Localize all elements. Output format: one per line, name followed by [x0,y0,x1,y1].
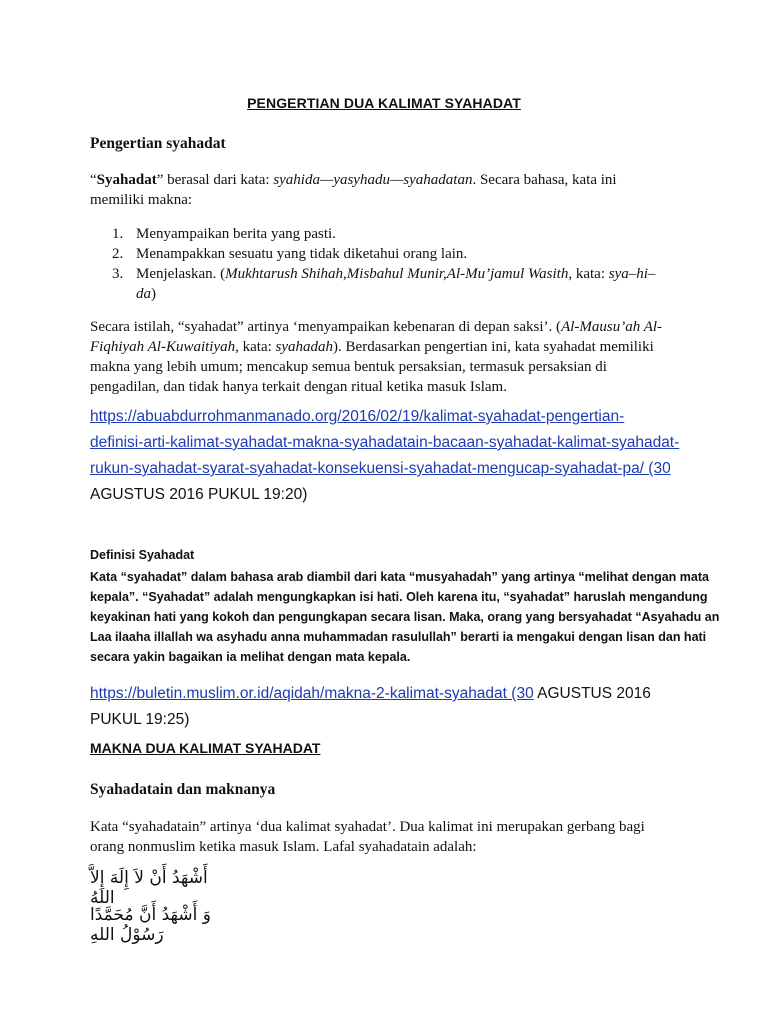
text-line: pengadilan, dan tidak hanya terkait dengan ritual ketika masuk Islam. [90,379,507,395]
italic-fragment: Mukhtarush Shihah,Misbahul Munir,Al-Mu’jamul Wasith [225,266,569,282]
list-item [112,224,672,244]
list-item [112,264,672,304]
arabic-syahadat-1: أَشْهَدُ أَنْ لاَ إِلَهَ إِلاَّ اللهُ [90,868,208,908]
list-text: Menampakkan sesuatu yang tidak diketahui orang lain. [136,246,468,262]
source-link-line[interactable]: rukun-syahadat-syarat-syahadat-konsekuensi-syahadat-mengucap-syahadat-pa/ (30 [90,460,671,477]
italic-fragment: Fiqhiyah Al-Kuwaitiyah [90,339,236,355]
text-line: orang nonmuslim ketika masuk Islam. Lafal syahadatain adalah: [90,839,477,855]
text-line: Kata “syahadat” dalam bahasa arab diambil dari kata “musyahadah” yang artinya “melihat dengan mata [90,570,709,584]
italic-fragment: syahadah [275,339,334,355]
list-number: 3. [112,266,124,282]
term-syahadat: Syahadat [96,172,157,188]
definisi-paragraph [90,567,720,667]
text-line: Laa ilaaha illallah wa asyhadu anna muhammadan rasulullah” berarti ia mengakui dengan lisan dan hati [90,630,707,644]
subheading-syahadatain: Syahadatain dan maknanya [90,781,276,798]
reference-link-2 [90,681,690,733]
source-link-line[interactable]: definisi-arti-kalimat-syahadat-makna-syahadatain-bacaan-syahadat-kalimat-syahadat- [90,434,680,451]
text-fragment: Secara istilah, “syahadat” artinya ‘menyampaikan kebenaran di depan saksi’. ( [90,319,562,335]
text-line: Kata “syahadatain” artinya ‘dua kalimat syahadat’. Dua kalimat ini merupakan gerbang bagi [90,819,645,835]
text-line: secara yakin bagaikan ia melihat dengan mata kepala. [90,650,411,664]
italic-fragment: Al-Mausu’ah Al- [561,319,663,335]
text-fragment: ). Berdasarkan pengertian ini, kata syahadat memiliki [333,339,654,355]
source-link-line[interactable]: https://abuabdurrohmanmanado.org/2016/02/19/kalimat-syahadat-pengertian- [90,408,625,425]
access-date: AGUSTUS 2016 PUKUL 19:20) [90,486,308,503]
text-line: kepala”. “Syahadat” adalah mengungkapkan isi hati. Oleh karena itu, “syahadat” haruslah mengandung [90,590,708,604]
list-text: Menyampaikan berita yang pasti. [136,226,336,242]
definisi-heading: Definisi Syahadat [90,548,195,562]
paragraph-syahadat-intro [90,170,690,210]
section-heading-makna: MAKNA DUA KALIMAT SYAHADAT [90,740,321,756]
italic-fragment: sya–hi– [608,266,656,282]
text-fragment: ) [151,286,156,302]
paragraph-syahadatain [90,817,690,857]
paragraph-istilah [90,317,690,397]
meaning-list [112,224,672,304]
page-title: PENGERTIAN DUA KALIMAT SYAHADAT [247,95,521,111]
section-heading-pengertian: Pengertian syahadat [90,135,226,152]
text-line: makna yang lebih umum; mencakup semua bentuk persaksian, termasuk persaksian di [90,359,607,375]
text-fragment: . Secara bahasa, kata ini [472,172,617,188]
text-fragment: , kata: [568,266,609,282]
quote-open: “ [90,172,97,188]
reference-link-1 [90,404,690,508]
italic-fragment: syahida—yasyhadu—syahadatan [273,172,473,188]
list-number: 2. [112,246,124,262]
text-line: keyakinan hati yang kokoh dan pengungkapan secara lisan. Maka, orang yang bersyahadat “Asyahadu an [90,610,720,624]
source-link-line[interactable]: https://buletin.muslim.or.id/aqidah/makna-2-kalimat-syahadat (30 [90,685,534,702]
list-number: 1. [112,226,124,242]
arabic-syahadat-2: وَ أَشْهَدُ أَنَّ مُحَمَّدًا رَسُوْلُ اللهِ [90,905,211,945]
text-line: memiliki makna: [90,192,193,208]
text-fragment: ” berasal dari kata: [156,172,274,188]
italic-fragment: da [136,286,151,302]
text-fragment: , kata: [235,339,276,355]
list-text: Menjelaskan. ( [136,266,226,282]
list-item [112,244,672,264]
access-date: PUKUL 19:25) [90,711,190,728]
access-date: AGUSTUS 2016 [533,685,651,702]
